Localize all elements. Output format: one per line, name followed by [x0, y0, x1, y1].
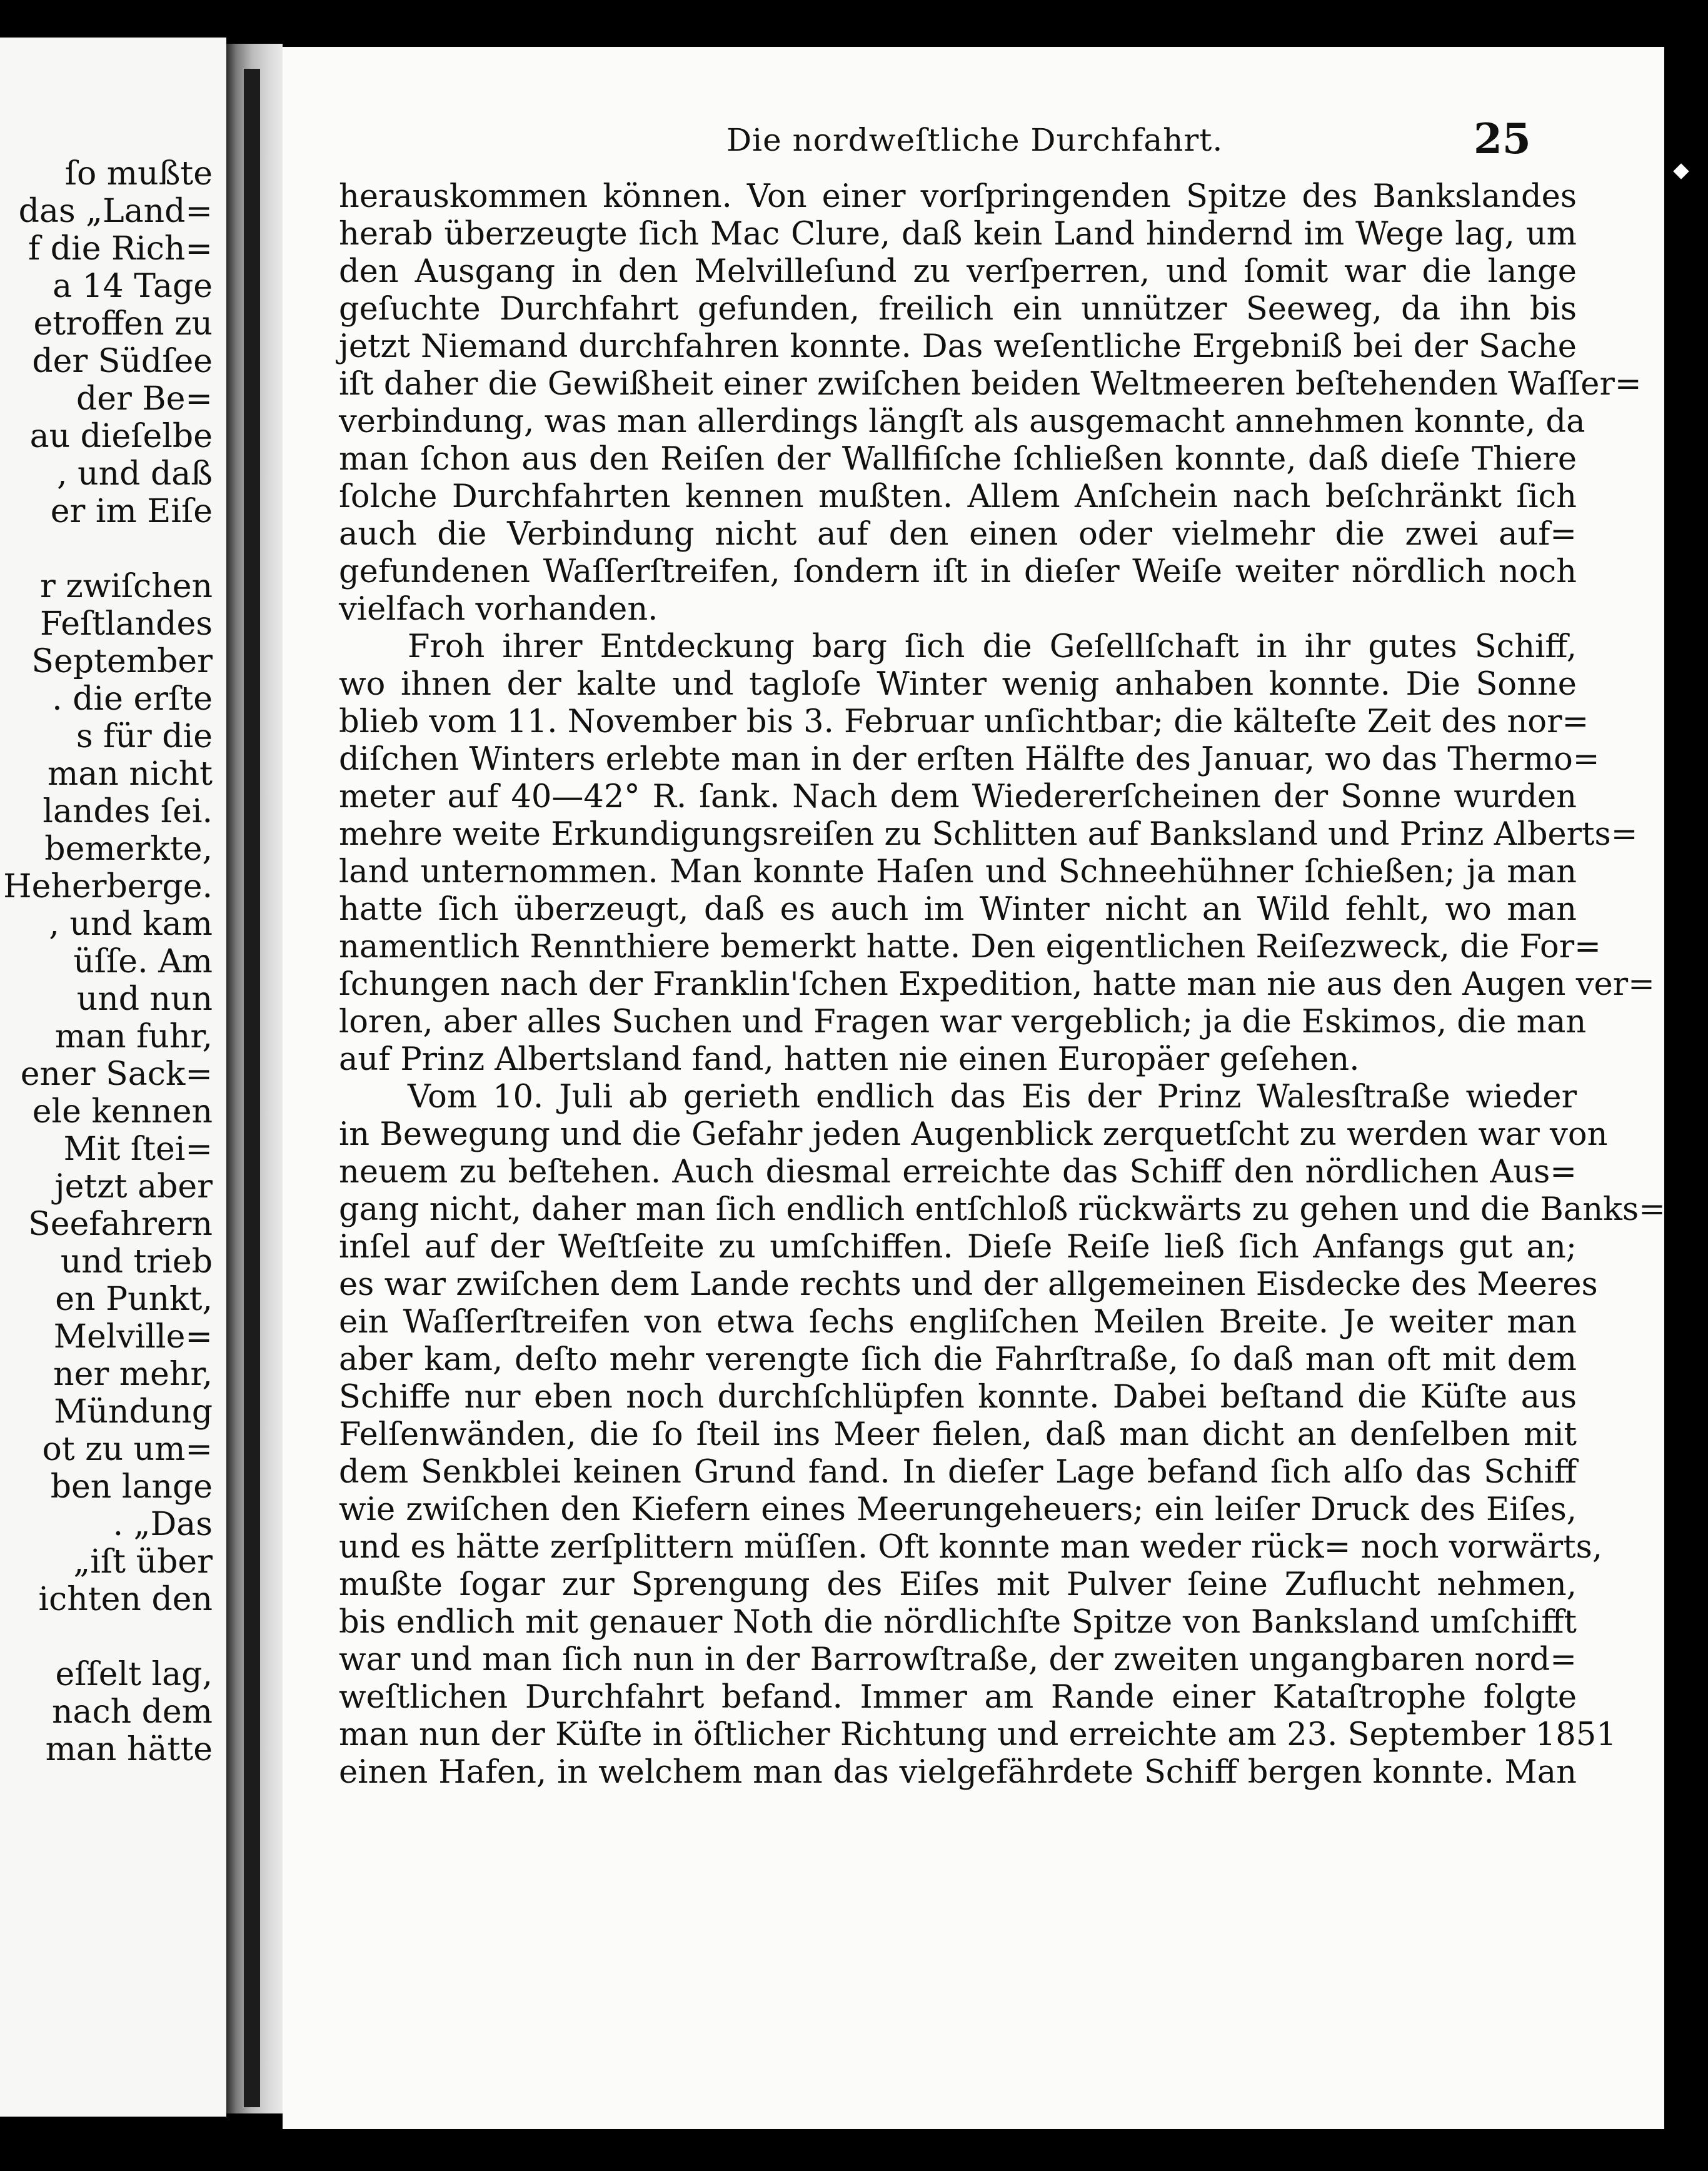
- text-line: man nun der Küſte in öſtlicher Richtung und erreichte am 23. September 1851: [339, 1716, 1617, 1753]
- text-line: den Ausgang in den Melvilleſund zu verſperren, und ſomit war die lange: [339, 253, 1577, 290]
- left-page-line: ichten den: [38, 1581, 213, 1618]
- left-page-line: ner mehr,: [53, 1356, 213, 1393]
- left-page-line: der Be=: [76, 380, 213, 418]
- left-page-line: landes ſei.: [43, 793, 213, 830]
- left-page-line: , und kam: [49, 905, 213, 943]
- text-line: hatte ſich überzeugt, daß es auch im Winter nicht an Wild fehlt, wo man: [339, 891, 1577, 928]
- left-page-line: üſſe. Am: [73, 943, 213, 980]
- text-line: diſchen Winters erlebte man in der erſten Hälfte des Januar, wo das Thermo=: [339, 741, 1600, 778]
- left-page-line: und nun: [76, 980, 213, 1018]
- left-page-line: ele kennen: [32, 1093, 213, 1131]
- left-page-line: au dieſelbe: [29, 418, 213, 455]
- text-line: ſchungen nach der Franklin'ſchen Expedition, hatte man nie aus den Augen ver=: [339, 966, 1655, 1003]
- left-page-line: Heherberge.: [3, 868, 213, 905]
- left-page-line: . die erſte: [52, 680, 213, 718]
- left-page-line: , und daß: [57, 455, 213, 493]
- text-line: gefundenen Waſſerſtreifen, ſondern iſt in dieſer Weiſe weiter nördlich noch: [339, 553, 1577, 590]
- gutter-shadow: [244, 69, 260, 2107]
- text-line: herauskommen können. Von einer vorſpringenden Spitze des Bankslandes: [339, 178, 1577, 215]
- text-line: mehre weite Erkundigungsreiſen zu Schlitten auf Banksland und Prinz Alberts=: [339, 816, 1638, 853]
- left-page-line: bemerkte,: [44, 830, 213, 868]
- left-page-line: nach dem: [51, 1693, 213, 1731]
- left-page-line: s für die: [76, 718, 213, 755]
- left-page-line: ben lange: [50, 1468, 213, 1506]
- text-line: ſolche Durchfahrten kennen mußten. Allem Anſchein nach beſchränkt ſich: [339, 478, 1577, 515]
- text-line: herab überzeugte ſich Mac Clure, daß kein Land hindernd im Wege lag, um: [339, 216, 1577, 253]
- text-line: auch die Verbindung nicht auf den einen oder vielmehr die zwei auf=: [339, 516, 1577, 553]
- left-page-line: man hätte: [45, 1731, 213, 1768]
- text-line: aber kam, deſto mehr verengte ſich die Fahrſtraße, ſo daß man oft mit dem: [339, 1341, 1577, 1378]
- text-line: iſt daher die Gewißheit einer zwiſchen beiden Weltmeeren beſtehenden Waſſer=: [339, 366, 1642, 403]
- left-page-line: der Südſee: [32, 343, 213, 380]
- left-page-line: Mit ſtei=: [63, 1131, 213, 1168]
- left-page-line: Seefahrern: [28, 1206, 213, 1243]
- text-line: auf Prinz Albertsland fand, hatten nie einen Europäer geſehen.: [339, 1041, 1360, 1078]
- body-text: [339, 178, 1665, 1791]
- left-page-line: Feſtlandes: [39, 605, 213, 643]
- left-page-line: en Punkt,: [55, 1281, 213, 1318]
- text-line: und es hätte zerſplittern müſſen. Oft konnte man weder rück= noch vorwärts,: [339, 1529, 1603, 1566]
- text-line: war und man ſich nun in der Barrowſtraße, der zweiten ungangbaren nord=: [339, 1641, 1577, 1678]
- text-line: inſel auf der Weſtſeite zu umſchiffen. Dieſe Reiſe ließ ſich Anfangs gut an;: [339, 1229, 1577, 1266]
- left-page-fragment: [0, 38, 226, 2117]
- left-page-line: a 14 Tage: [53, 268, 213, 305]
- left-page-line: Melville=: [53, 1318, 213, 1356]
- left-page-line: ſo mußte: [64, 155, 213, 193]
- text-line: Vom 10. Juli ab gerieth endlich das Eis der Prinz Walesſtraße wieder: [408, 1079, 1577, 1116]
- left-page-line: man fuhr,: [54, 1018, 213, 1055]
- text-line: in Bewegung und die Gefahr jeden Augenblick zerquetſcht zu werden war von: [339, 1116, 1608, 1153]
- left-page-line: und trieb: [60, 1243, 213, 1281]
- left-page-line: man nicht: [48, 755, 213, 793]
- text-line: Froh ihrer Entdeckung barg ſich die Geſellſchaft in ihr gutes Schiff,: [408, 628, 1577, 665]
- text-line: Schiffe nur eben noch durchſchlüpfen konnte. Dabei beſtand die Küſte aus: [339, 1379, 1577, 1416]
- left-page-line: ot zu um=: [42, 1431, 213, 1468]
- left-page-line: er im Eiſe: [50, 493, 213, 530]
- text-line: blieb vom 11. November bis 3. Februar unſichtbar; die kälteſte Zeit des nor=: [339, 703, 1589, 740]
- text-line: meter auf 40—42° R. ſank. Nach dem Wiedererſcheinen der Sonne wurden: [339, 778, 1577, 815]
- left-page-line: jetzt aber: [54, 1168, 213, 1206]
- text-line: namentlich Rennthiere bemerkt hatte. Den eigentlichen Reiſezweck, die For=: [339, 929, 1601, 965]
- text-line: vielfach vorhanden.: [339, 591, 658, 628]
- text-line: verbindung, was man allerdings längſt als ausgemacht annehmen konnte, da: [339, 403, 1585, 440]
- text-line: neuem zu beſtehen. Auch diesmal erreichte das Schiff den nördlichen Aus=: [339, 1154, 1577, 1191]
- text-line: wo ihnen der kalte und tagloſe Winter wenig anhaben konnte. Die Sonne: [339, 666, 1577, 703]
- text-line: ein Waſſerſtreifen von etwa ſechs engliſchen Meilen Breite. Je weiter man: [339, 1304, 1577, 1341]
- text-line: es war zwiſchen dem Lande rechts und der allgemeinen Eisdecke des Meeres: [339, 1266, 1598, 1303]
- text-line: mußte ſogar zur Sprengung des Eiſes mit Pulver ſeine Zuflucht nehmen,: [339, 1566, 1577, 1603]
- left-page-line: „iſt über: [73, 1543, 213, 1581]
- left-page-line: Mündung: [54, 1393, 213, 1431]
- text-line: geſuchte Durchfahrt gefunden, freilich ein unnützer Seeweg, da ihn bis: [339, 291, 1577, 328]
- left-page-line: f die Rich=: [28, 230, 213, 268]
- text-line: gang nicht, daher man ſich endlich entſchloß rückwärts zu gehen und die Banks=: [339, 1191, 1665, 1228]
- left-page-line: r zwiſchen: [39, 568, 213, 605]
- left-page-line: ener Sack=: [20, 1055, 213, 1093]
- text-line: land unternommen. Man konnte Haſen und Schneehühner ſchießen; ja man: [339, 854, 1577, 890]
- text-line: wie zwiſchen den Kiefern eines Meerungeheuers; ein leiſer Druck des Eiſes,: [339, 1491, 1577, 1528]
- running-title: Die nordweſtliche Durchfahrt.: [726, 122, 1223, 158]
- text-line: Felſenwänden, die ſo ſteil ins Meer fielen, daß man dicht an denſelben mit: [339, 1416, 1577, 1453]
- text-line: dem Senkblei keinen Grund fand. In dieſer Lage befand ſich alſo das Schiff: [339, 1454, 1577, 1491]
- left-page-line: eſſelt lag,: [55, 1656, 213, 1693]
- text-line: weſtlichen Durchfahrt befand. Immer am Rande einer Kataſtrophe folgte: [339, 1679, 1577, 1716]
- scan-edge-mark: [1673, 163, 1689, 179]
- text-line: loren, aber alles Suchen und Fragen war vergeblich; ja die Eskimos, die man: [339, 1004, 1587, 1040]
- book-page: [283, 47, 1664, 2129]
- left-page-line: September: [31, 643, 213, 680]
- text-line: einen Hafen, in welchem man das vielgefährdete Schiff bergen konnte. Man: [339, 1754, 1577, 1791]
- left-page-line: das „Land=: [18, 193, 213, 230]
- left-page-line: etroffen zu: [33, 305, 213, 343]
- text-line: bis endlich mit genauer Noth die nördlichſte Spitze von Banksland umſchifft: [339, 1604, 1577, 1641]
- page-number: 25: [1474, 114, 1531, 163]
- text-line: man ſchon aus den Reiſen der Wallfiſche ſchließen konnte, daß dieſe Thiere: [339, 441, 1577, 478]
- text-line: jetzt Niemand durchfahren konnte. Das weſentliche Ergebniß bei der Sache: [339, 328, 1577, 365]
- left-page-line: . „Das: [113, 1506, 213, 1543]
